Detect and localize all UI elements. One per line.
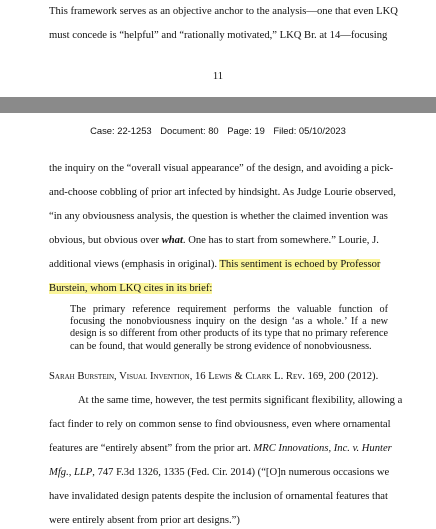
body-line: obvious, but obvious over what. One has to start from somewhere.” Lourie, J.	[49, 235, 379, 246]
body-line: fact finder to rely on common sense to find obviousness, even where ornamental	[49, 419, 391, 430]
body-line: the inquiry on the “overall visual appearance” of the design, and avoiding a pick-	[49, 163, 394, 174]
case-number: Case: 22-1253	[90, 125, 152, 136]
body-line	[49, 283, 212, 294]
body-line: must concede is “helpful” and “rationally motivated,” LKQ Br. at 14—focusing	[49, 30, 388, 41]
body-line: Mfg., LLP, 747 F.3d 1326, 1335 (Fed. Cir. 2014) (“[O]n numerous occasions we	[49, 467, 390, 478]
document-number: Document: 80	[160, 125, 219, 136]
previous-page	[0, 0, 436, 97]
case-header	[0, 125, 436, 136]
block-quote: The primary reference requirement performs the valuable function of focusing the nonobviousness inquiry on the design ‘as a whole.’ If a new design is so different from other products of its type that no primary reference can be found, that would generally be strong evidence of nonobviousness.	[70, 304, 388, 352]
page-number: 11	[212, 71, 224, 82]
body-line: At the same time, however, the test permits significant flexibility, allowing a	[78, 395, 403, 406]
filed-date: Filed: 05/10/2023	[273, 125, 346, 136]
body-line: additional views (emphasis in original). This sentiment is echoed by Professor	[49, 259, 381, 270]
body-line: This framework serves as an objective anchor to the analysis—one that even LKQ	[49, 6, 398, 17]
highlighted-text: This sentiment is echoed by Professor	[219, 259, 381, 270]
page-divider	[0, 97, 436, 113]
current-page	[0, 113, 436, 529]
highlighted-text: Burstein, whom LKQ cites in its brief:	[49, 283, 213, 294]
body-line: “in any obviousness analysis, the question is whether the claimed invention was	[49, 211, 388, 222]
body-line: features are “entirely absent” from the prior art. MRC Innovations, Inc. v. Hunter	[49, 443, 392, 454]
body-line: have invalidated design patents despite the inclusion of ornamental features that	[49, 491, 388, 502]
page-label: Page: 19	[227, 125, 265, 136]
body-line: and-choose cobbling of prior art infected by hindsight. As Judge Lourie observed,	[49, 187, 396, 198]
body-line: were entirely absent from prior art designs.”)	[49, 515, 240, 526]
citation: Sarah Burstein, Visual Invention, 16 Lewis & Clark L. Rev. 169, 200 (2012).	[49, 371, 379, 382]
